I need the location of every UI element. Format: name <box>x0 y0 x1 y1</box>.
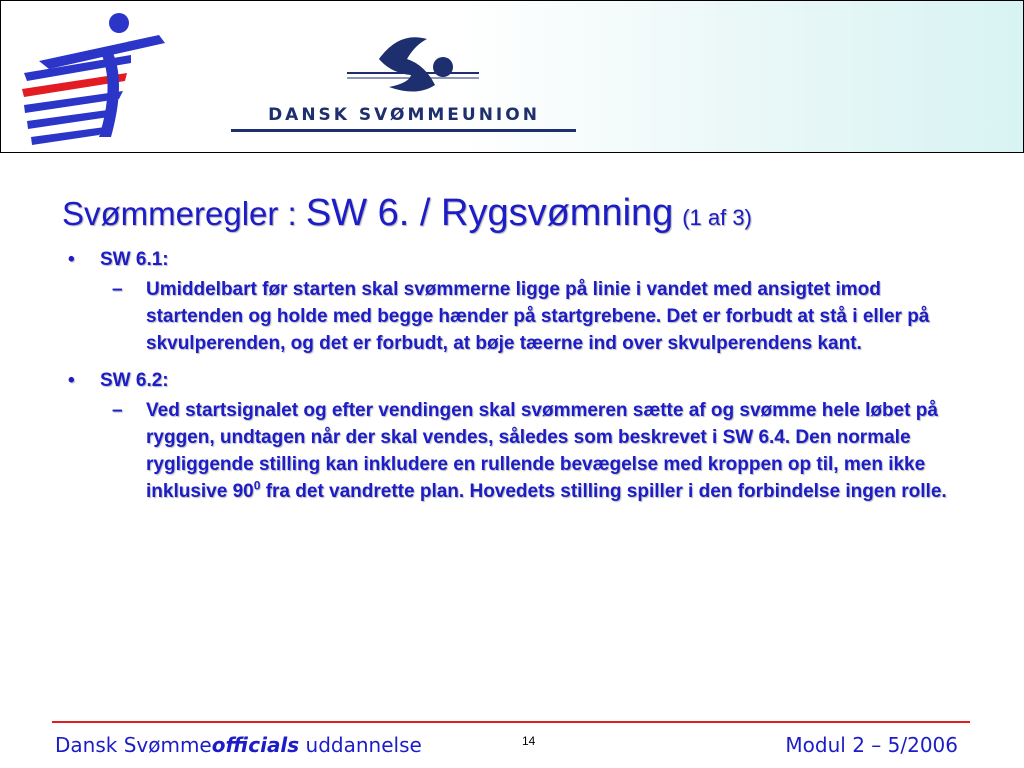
footer-divider <box>52 721 970 723</box>
swimmer-emblem-icon <box>229 29 579 105</box>
footer-course-part1: Dansk Svømme <box>55 733 212 757</box>
title-prefix: Svømmeregler : <box>62 195 306 232</box>
rule-heading-6-1 <box>60 246 980 274</box>
footer-course <box>55 733 422 757</box>
rule-label: SW 6.2: <box>100 370 169 391</box>
swimmer-logo-icon <box>19 9 169 149</box>
rule-text: Umiddelbart før starten skal svømmerne ligge på linie i vandet med ansigtet imod startenden og holde med begge hænder på startgrebene. Det er forbudt at stå i eller på skvulperenden, og det er forbudt, at bøje tæerne ind over skvulperendens kant. <box>146 279 930 354</box>
footer-course-part3: uddannelse <box>299 733 422 757</box>
rule-text-6-1 <box>60 276 980 357</box>
rule-text <box>146 397 980 505</box>
dsu-logo <box>229 29 579 139</box>
bullet-icon: • <box>68 370 75 391</box>
slide-title <box>62 192 752 235</box>
rules-content <box>60 246 980 515</box>
title-main: SW 6. / Rygsvømning <box>305 192 674 234</box>
rule-label: SW 6.1: <box>100 249 169 270</box>
title-part: (1 af 3) <box>682 205 752 230</box>
dash-icon: – <box>112 279 123 300</box>
dash-icon: – <box>112 400 123 421</box>
rule-text-after: fra det vandrette plan. Hovedets stilling spiller i den forbindelse ingen rolle. <box>260 481 947 502</box>
header-banner <box>0 0 1024 153</box>
org-name: DANSK SVØMMEUNION <box>268 105 540 125</box>
rule-heading-6-2 <box>60 367 980 395</box>
org-underline <box>231 129 576 132</box>
footer-course-part2: officials <box>211 733 300 757</box>
rule-text-before: Ved startsignalet og efter vendingen skal svømmeren sætte af og svømme hele løbet på ryggen, undtagen når der skal vendes, således som beskrevet i SW 6.4. Den normale rygliggende stilling kan inkludere en rullende bevægelse med kroppen op til, men ikke inklusive 90 <box>146 400 938 502</box>
footer-module: Modul 2 – 5/2006 <box>785 733 958 757</box>
degree-superscript: 0 <box>253 478 261 493</box>
page-number: 14 <box>522 734 536 748</box>
rule-text-6-2 <box>60 397 980 505</box>
bullet-icon: • <box>68 249 75 270</box>
